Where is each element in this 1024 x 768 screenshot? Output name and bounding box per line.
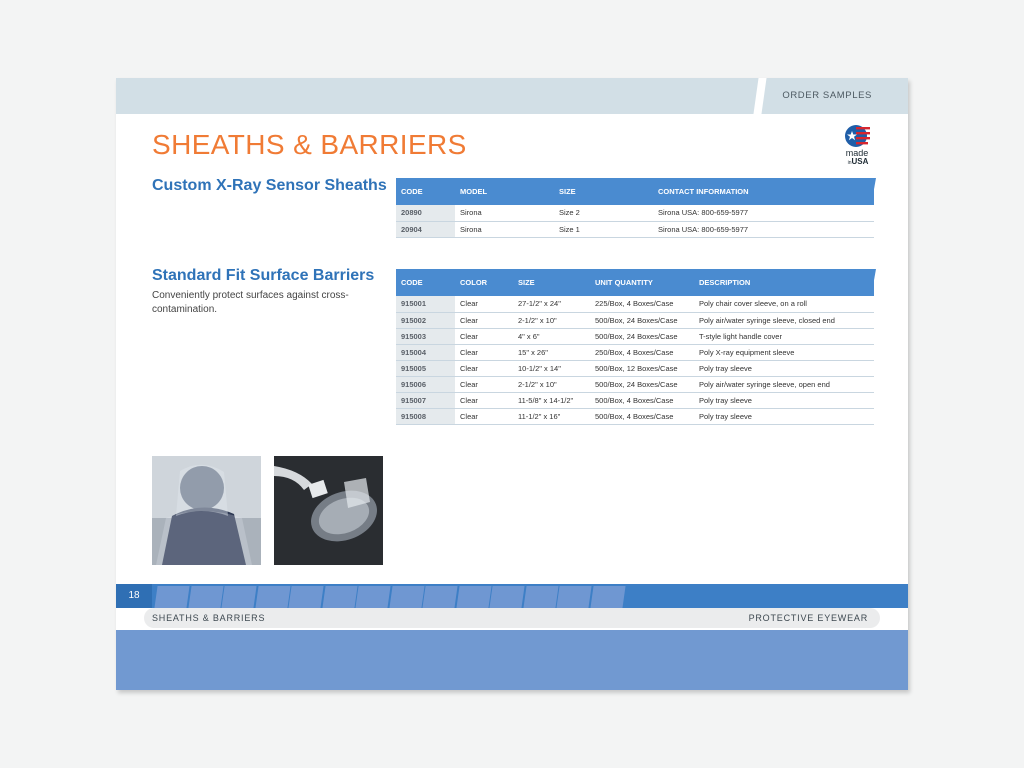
cell-description: T-style light handle cover (694, 328, 874, 344)
chair-cover-image (152, 456, 261, 565)
footer-tab-segment[interactable] (255, 586, 290, 608)
cell-size: 11-1/2" x 16" (513, 408, 590, 424)
cell-code: 915005 (396, 360, 455, 376)
cell-quantity: 500/Box, 24 Boxes/Case (590, 376, 694, 392)
column-header: DESCRIPTION (694, 269, 874, 296)
cell-quantity: 500/Box, 4 Boxes/Case (590, 408, 694, 424)
cell-color: Clear (455, 408, 513, 424)
table-row (396, 205, 874, 221)
column-header: CONTACT INFORMATION (653, 178, 874, 205)
logo-in-text: in (847, 160, 852, 166)
cell-color: Clear (455, 344, 513, 360)
table-row (396, 392, 874, 408)
cell-size: Size 1 (554, 221, 653, 237)
section-description: Conveniently protect surfaces against cross-contamination. (152, 290, 349, 315)
cell-model: Sirona (455, 205, 554, 221)
cell-code: 915008 (396, 408, 455, 424)
footer-tab-segment[interactable] (456, 586, 491, 608)
footer-tab-segment[interactable] (221, 586, 256, 608)
cell-color: Clear (455, 376, 513, 392)
column-header-text: UNIT QUANTITY (595, 278, 653, 287)
page-title: SHEATHS & BARRIERS (152, 129, 467, 160)
footer-tab-segment[interactable] (422, 586, 457, 608)
cell-color: Clear (455, 296, 513, 312)
footer-tab-segment[interactable] (322, 586, 357, 608)
footer-tab-segment[interactable] (355, 586, 390, 608)
cell-size: 10-1/2" x 14" (513, 360, 590, 376)
cell-description: Poly X-ray equipment sleeve (694, 344, 874, 360)
cell-quantity: 250/Box, 4 Boxes/Case (590, 344, 694, 360)
cell-code: 915003 (396, 328, 455, 344)
chair-cover-photo (152, 456, 261, 565)
next-section-link[interactable]: PROTECTIVE EYEWEAR (748, 613, 868, 623)
light-handle-cover-photo (274, 456, 383, 565)
cell-size: 2-1/2" x 10" (513, 312, 590, 328)
footer-tab-segment[interactable] (389, 586, 424, 608)
cell-description: Poly air/water syringe sleeve, closed end (694, 312, 874, 328)
cell-code: 20904 (396, 221, 455, 237)
table-row (396, 344, 874, 360)
footer-tab-segment[interactable] (288, 586, 323, 608)
footer-tab-segment[interactable] (590, 586, 625, 608)
section-title-sensor-sheaths: Custom X-Ray Sensor Sheaths (152, 177, 387, 194)
sensor-sheaths-table (396, 178, 874, 238)
footer-nav (144, 608, 880, 628)
usa-flag-icon (844, 124, 870, 148)
logo-made-text: made (845, 148, 869, 158)
cell-code: 915007 (396, 392, 455, 408)
cell-color: Clear (455, 392, 513, 408)
cell-code: 20890 (396, 205, 455, 221)
made-in-usa-logo (838, 124, 876, 168)
column-header: COLOR (455, 269, 513, 296)
cell-quantity: 500/Box, 24 Boxes/Case (590, 328, 694, 344)
footer-tab-segment[interactable] (188, 586, 223, 608)
cell-contact: Sirona USA: 800-659-5977 (653, 221, 874, 237)
cell-description: Poly tray sleeve (694, 408, 874, 424)
bottom-band (116, 630, 908, 690)
table-row (396, 360, 874, 376)
column-header: CODE (396, 269, 455, 296)
cell-size: Size 2 (554, 205, 653, 221)
cell-size: 11-5/8" x 14-1/2" (513, 392, 590, 408)
cell-size: 4" x 6" (513, 328, 590, 344)
cell-description: Poly tray sleeve (694, 392, 874, 408)
cell-quantity: 500/Box, 4 Boxes/Case (590, 392, 694, 408)
table-row (396, 312, 874, 328)
footer-tab-segment[interactable] (489, 586, 524, 608)
cell-size: 2-1/2" x 10" (513, 376, 590, 392)
cell-color: Clear (455, 312, 513, 328)
cell-description: Poly air/water syringe sleeve, open end (694, 376, 874, 392)
column-header: SIZE (554, 178, 653, 205)
cell-quantity: 225/Box, 4 Boxes/Case (590, 296, 694, 312)
cell-code: 915006 (396, 376, 455, 392)
logo-in-usa-text (842, 158, 874, 167)
cell-size: 15" x 26" (513, 344, 590, 360)
table-row (396, 328, 874, 344)
prev-section-link[interactable]: SHEATHS & BARRIERS (152, 613, 266, 623)
cell-description: Poly tray sleeve (694, 360, 874, 376)
table-row (396, 408, 874, 424)
cell-code: 915002 (396, 312, 455, 328)
cell-color: Clear (455, 328, 513, 344)
order-samples-link[interactable]: ORDER SAMPLES (782, 90, 872, 101)
light-handle-image (274, 456, 383, 565)
section-title-surface-barriers: Standard Fit Surface Barriers (152, 267, 375, 284)
column-header: SIZE (513, 269, 590, 296)
cell-code: 915004 (396, 344, 455, 360)
surface-barriers-table (396, 269, 874, 425)
cell-quantity: 500/Box, 12 Boxes/Case (590, 360, 694, 376)
column-header (590, 269, 694, 296)
cell-contact: Sirona USA: 800-659-5977 (653, 205, 874, 221)
cell-quantity: 500/Box, 24 Boxes/Case (590, 312, 694, 328)
cell-model: Sirona (455, 221, 554, 237)
page-number: 18 (116, 584, 152, 608)
footer-tab-segment[interactable] (154, 586, 189, 608)
cell-color: Clear (455, 360, 513, 376)
table-row (396, 296, 874, 312)
footer-tab-segment[interactable] (523, 586, 558, 608)
cell-description: Poly chair cover sleeve, on a roll (694, 296, 874, 312)
cell-code: 915001 (396, 296, 455, 312)
table-row (396, 221, 874, 237)
logo-usa-text: USA (851, 157, 869, 166)
catalog-page (116, 78, 908, 690)
column-header: CODE (396, 178, 455, 205)
table-row (396, 376, 874, 392)
cell-size: 27-1/2" x 24" (513, 296, 590, 312)
column-header: MODEL (455, 178, 554, 205)
footer-tab-segment[interactable] (556, 586, 591, 608)
